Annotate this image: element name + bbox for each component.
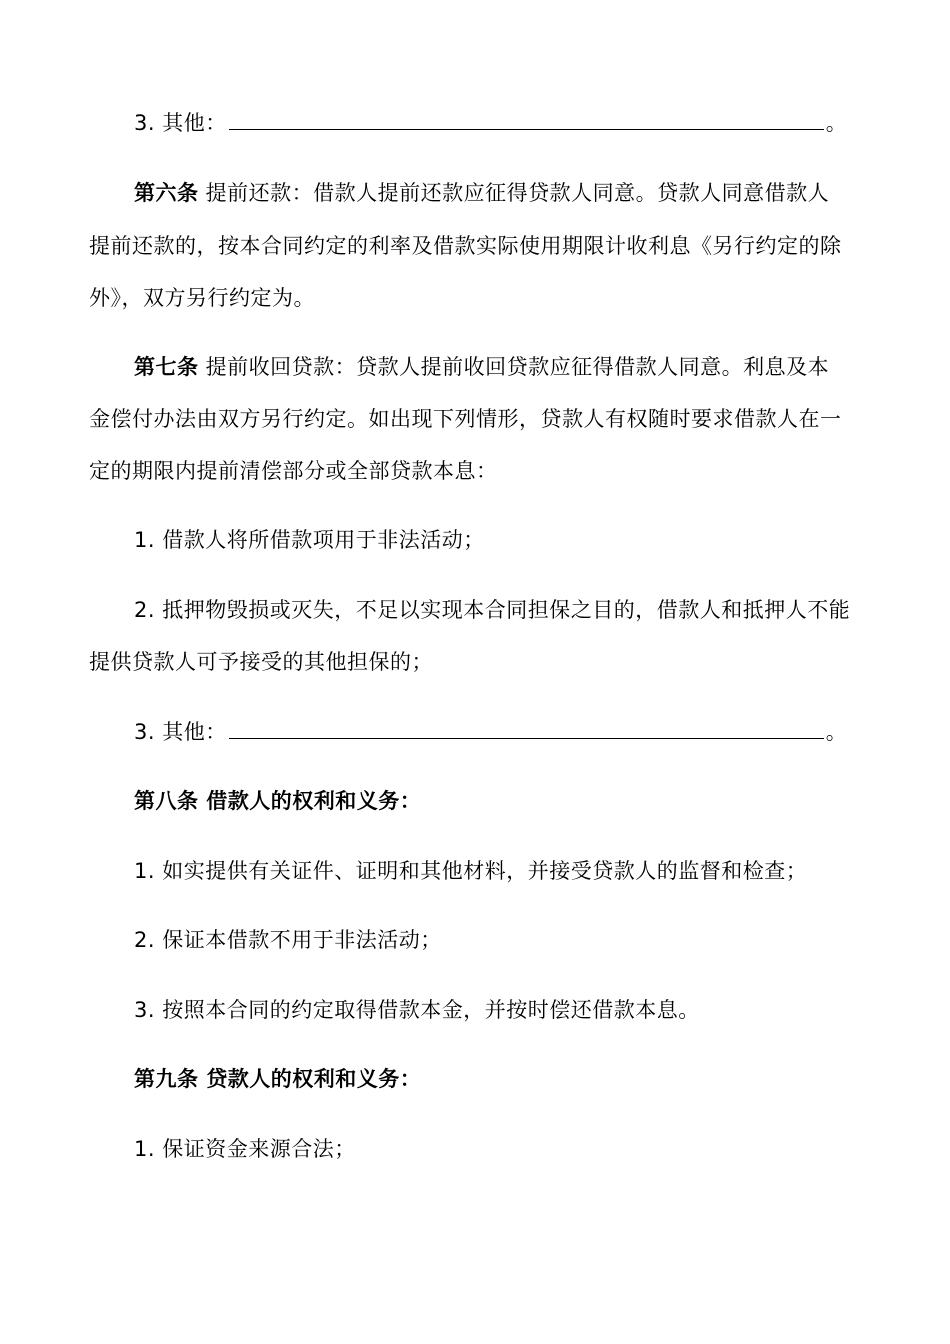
item-end: 。 xyxy=(825,111,848,135)
clause-7-item-1: 1. 借款人将所借款项用于非法活动； xyxy=(134,528,485,552)
clause-7-heading: 第七条 xyxy=(134,355,199,379)
clause-7-line-1 xyxy=(134,352,829,382)
clause-6-line-3: 外》，双方另行约定为。 xyxy=(89,286,315,310)
clause-8-item-2: 2. 保证本借款不用于非法活动； xyxy=(134,928,442,952)
item-label: 3. 其他： xyxy=(134,720,227,744)
clause-7-text: 提前收回贷款：贷款人提前收回贷款应征得借款人同意。利息及本 xyxy=(198,355,830,379)
clause-7-line-3: 定的期限内提前清偿部分或全部贷款本息： xyxy=(89,459,498,483)
fill-in-blank xyxy=(229,109,824,130)
clause-6-line-1 xyxy=(134,178,829,208)
clause-7-item-3 xyxy=(134,717,847,747)
item-end: 。 xyxy=(825,720,848,744)
clause-6-line-2: 提前还款的，按本合同约定的利率及借款实际使用期限计收利息《另行约定的除 xyxy=(89,234,842,258)
clause-8-item-1: 1. 如实提供有关证件、证明和其他材料，并接受贷款人的监督和检查； xyxy=(134,859,808,883)
clause-7-item-2-line-2: 提供贷款人可予接受的其他担保的； xyxy=(89,650,433,674)
fill-in-blank xyxy=(229,718,824,739)
clause-9-heading: 第九条 贷款人的权利和义务： xyxy=(134,1067,422,1091)
clause-8-item-3: 3. 按照本合同的约定取得借款本金，并按时偿还借款本息。 xyxy=(134,998,700,1022)
clause-9-item-1: 1. 保证资金来源合法； xyxy=(134,1137,356,1161)
clause-5-item-3 xyxy=(134,108,847,138)
clause-6-heading: 第六条 xyxy=(134,181,199,205)
item-label: 3. 其他： xyxy=(134,111,227,135)
clause-7-item-2-line-1: 2. 抵押物毁损或灭失，不足以实现本合同担保之目的，借款人和抵押人不能 xyxy=(134,598,851,622)
clause-8-heading: 第八条 借款人的权利和义务： xyxy=(134,789,422,813)
clause-6-text: 提前还款：借款人提前还款应征得贷款人同意。贷款人同意借款人 xyxy=(198,181,830,205)
clause-7-line-2: 金偿付办法由双方另行约定。如出现下列情形，贷款人有权随时要求借款人在一 xyxy=(89,407,842,431)
